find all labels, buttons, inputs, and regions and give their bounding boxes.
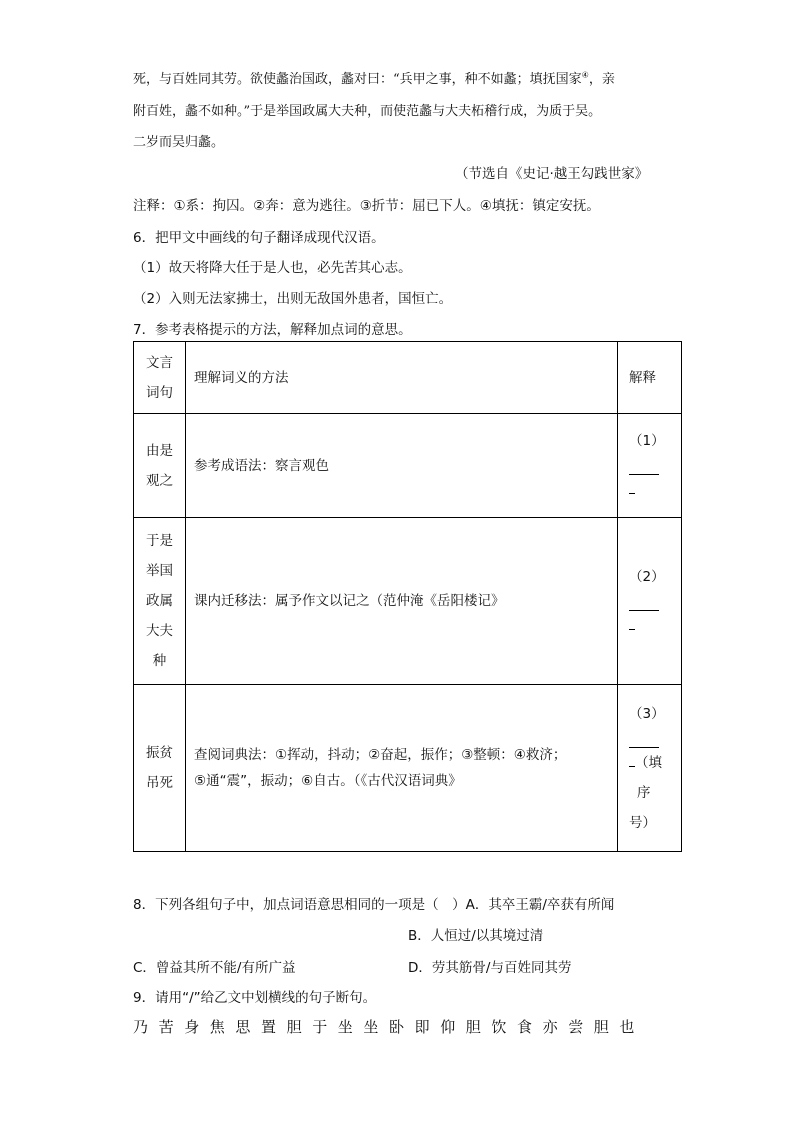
q6-sentence-2: （2）入则无法家拂士，出则无敌国外患者，国恒亡。 xyxy=(133,291,453,307)
row-phrase: 由是 观之 xyxy=(134,414,186,518)
header-method: 理解词义的方法 xyxy=(186,342,618,414)
header-answer: 解释 xyxy=(618,342,682,414)
method-table xyxy=(133,341,682,852)
answer-blank-2[interactable]: （2） xyxy=(618,518,682,685)
header-phrase: 文言 词句 xyxy=(134,342,186,414)
q6-stem: 6．把甲文中画线的句子翻译成现代汉语。 xyxy=(133,230,385,246)
q9-sentence[interactable]: 乃苦身焦思置胆于坐坐卧即仰胆饮食亦尝胆也 xyxy=(133,1018,646,1036)
row-method: 查阅词典法：①挥动，抖动；②奋起，振作；③整顿：④救济； ⑤通“震”，振动；⑥自古。（《古代汉语词典》 xyxy=(186,685,618,852)
q9-stem: 9．请用“/”给乙文中划横线的句子断句。 xyxy=(133,990,377,1006)
passage-line-1: 死，与百姓同其劳。欲使蠡治国政，蠡对曰：“兵甲之事，种不如蠡；填抚国家④，亲 xyxy=(133,70,615,87)
row-method: 参考成语法：察言观色 xyxy=(186,414,618,518)
passage-line-3: 二岁而吴归蠡。 xyxy=(133,135,225,150)
table-row xyxy=(134,685,682,852)
row-method: 课内迁移法：属予作文以记之（范仲淹《岳阳楼记》 xyxy=(186,518,618,685)
row-phrase: 于是 举国 政属 大夫 种 xyxy=(134,518,186,685)
q8-option-d[interactable]: D．劳其筋骨/与百姓同其劳 xyxy=(408,960,572,976)
answer-blank-3[interactable]: （3） （填 序 号） xyxy=(618,685,682,852)
answer-blank-1[interactable]: （1） xyxy=(618,414,682,518)
row-phrase: 振贫 吊死 xyxy=(134,685,186,852)
passage-source: （节选自《史记·越王勾践世家》 xyxy=(455,166,649,182)
q8-option-b[interactable]: B．人恒过/以其境过清 xyxy=(408,928,544,944)
passage-line-2: 附百姓，蠡不如种。”于是举国政属大夫种，而使范蠡与大夫柘稽行成，为质于吴。 xyxy=(133,104,602,119)
table-header-row xyxy=(134,342,682,414)
q8-option-c[interactable]: C．曾益其所不能/有所广益 xyxy=(133,960,296,976)
footnote-marker: ④ xyxy=(581,70,589,80)
table-row xyxy=(134,518,682,685)
table-row xyxy=(134,414,682,518)
q8-stem: 8．下列各组句子中，加点词语意思相同的一项是（ ）A．其卒王霸/卒获有所闻 xyxy=(133,897,615,913)
q7-stem: 7．参考表格提示的方法，解释加点词的意思。 xyxy=(133,322,412,338)
q6-sentence-1: （1）故天将降大任于是人也，必先苦其心志。 xyxy=(133,260,412,276)
notes: 注释：①系：拘囚。②奔：意为逃往。③折节：屈已下人。④填抚：镇定安抚。 xyxy=(133,198,600,214)
